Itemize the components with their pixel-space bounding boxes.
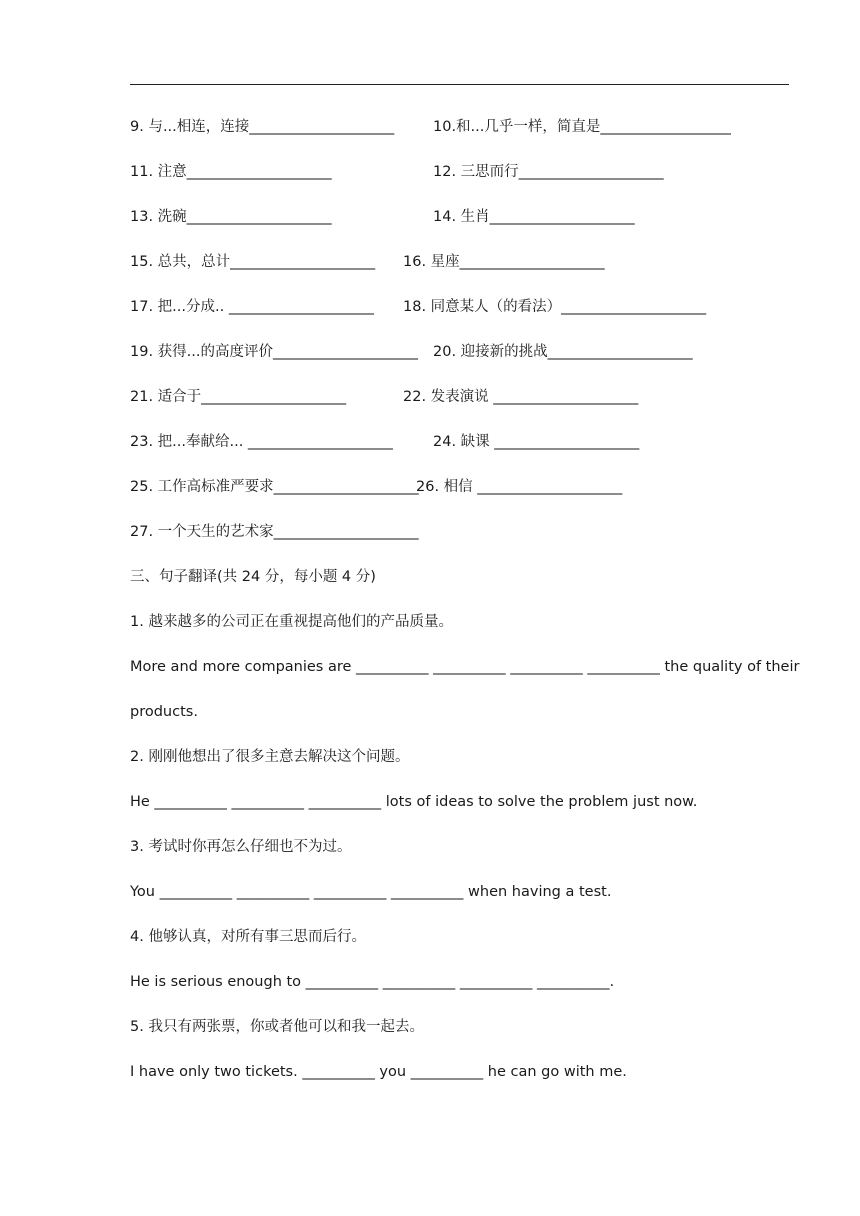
- vocab-item-21: 21. 适合于____________________: [130, 389, 347, 405]
- vocab-item-9: 9. 与...相连，连接____________________: [130, 119, 395, 135]
- question-5-english: I have only two tickets. __________ you __________ he can go with me.: [130, 1064, 627, 1080]
- question-5-chinese: 5. 我只有两张票，你或者他可以和我一起去。: [130, 1019, 424, 1035]
- question-3-english: You __________ __________ __________ __________ when having a test.: [130, 884, 612, 900]
- vocab-item-15: 15. 总共，总计____________________: [130, 254, 376, 270]
- question-1-english: More and more companies are __________ __________ __________ __________ the quality of their: [130, 659, 800, 675]
- vocab-item-26: 26. 相信 ____________________: [416, 479, 623, 495]
- question-2-chinese: 2. 刚刚他想出了很多主意去解决这个问题。: [130, 749, 410, 765]
- vocab-item-12: 12. 三思而行____________________: [433, 164, 664, 180]
- vocab-item-17: 17. 把...分成.. ____________________: [130, 299, 374, 315]
- vocab-item-25: 25. 工作高标准严要求____________________: [130, 479, 419, 495]
- vocab-item-16: 16. 星座____________________: [403, 254, 605, 270]
- vocab-item-22: 22. 发表演说 ____________________: [403, 389, 639, 405]
- vocab-item-19: 19. 获得...的高度评价____________________: [130, 344, 418, 360]
- question-3-chinese: 3. 考试时你再怎么仔细也不为过。: [130, 839, 352, 855]
- question-4-chinese: 4. 他够认真，对所有事三思而后行。: [130, 929, 366, 945]
- header-rule: [130, 84, 789, 85]
- vocab-item-23: 23. 把...奉献给... ____________________: [130, 434, 393, 450]
- question-1-english-continued: products.: [130, 704, 198, 720]
- vocab-item-20: 20. 迎接新的挑战____________________: [433, 344, 693, 360]
- vocab-item-13: 13. 洗碗____________________: [130, 209, 332, 225]
- question-1-chinese: 1. 越来越多的公司正在重视提高他们的产品质量。: [130, 614, 453, 630]
- vocab-item-10: 10.和...几乎一样，简直是__________________: [433, 119, 731, 135]
- question-4-english: He is serious enough to __________ __________ __________ __________.: [130, 974, 615, 990]
- vocab-item-24: 24. 缺课 ____________________: [433, 434, 640, 450]
- question-2-english: He __________ __________ __________ lots of ideas to solve the problem just now.: [130, 794, 698, 810]
- vocab-item-14: 14. 生肖____________________: [433, 209, 635, 225]
- vocab-item-11: 11. 注意____________________: [130, 164, 332, 180]
- section-title: 三、句子翻译(共 24 分，每小题 4 分): [130, 569, 376, 585]
- vocab-item-18: 18. 同意某人（的看法）____________________: [403, 299, 707, 315]
- vocab-item-27: 27. 一个天生的艺术家____________________: [130, 524, 419, 540]
